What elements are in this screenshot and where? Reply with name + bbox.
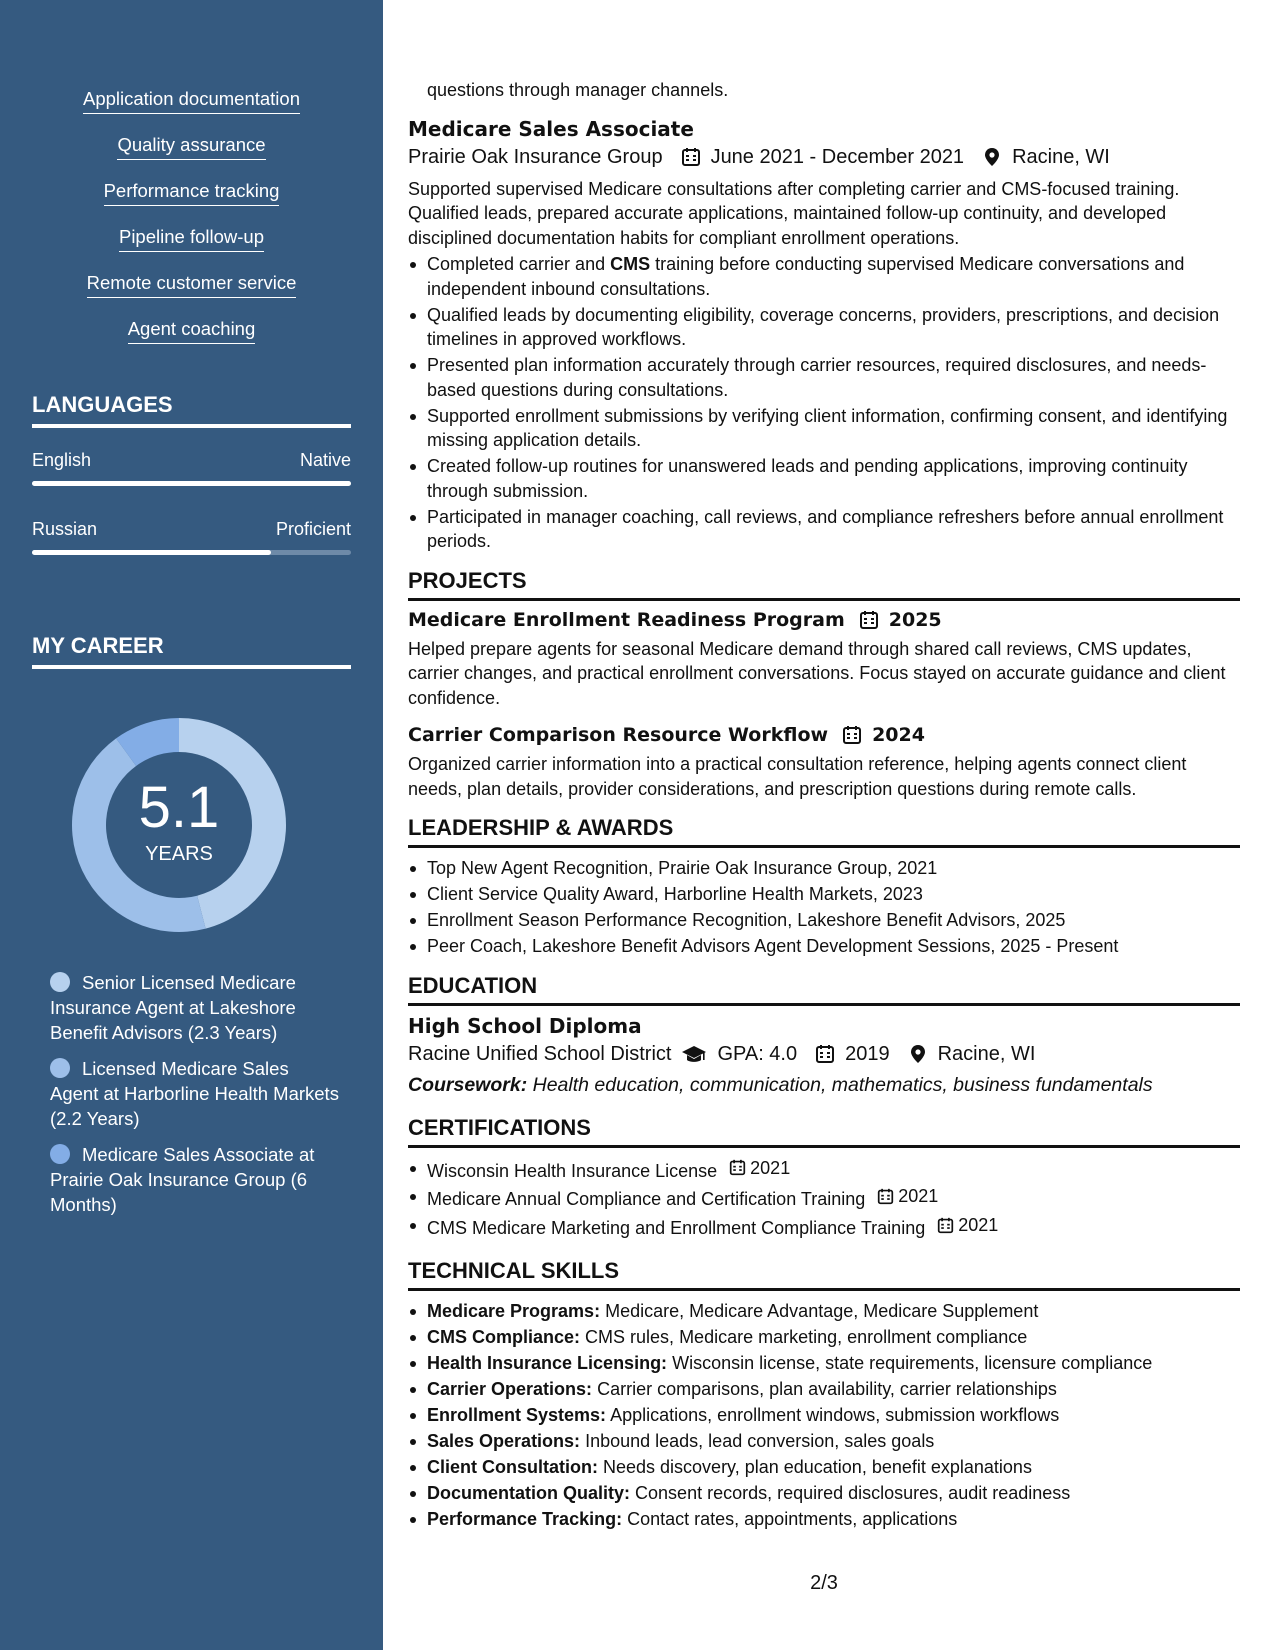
main-content [408, 0, 1240, 1650]
awards-heading: LEADERSHIP & AWARDS [408, 815, 1240, 848]
tech-skill-item: Carrier Operations: Carrier comparisons, plan availability, carrier relationships [408, 1377, 1240, 1402]
calendar-icon [859, 610, 879, 630]
skill-tag: Remote customer service [87, 271, 297, 298]
projects-heading: PROJECTS [408, 568, 1240, 601]
education-school: Racine Unified School District [408, 1042, 672, 1065]
tech-skill-item: Health Insurance Licensing: Wisconsin license, state requirements, licensure compliance [408, 1351, 1240, 1376]
location-pin-icon [908, 1044, 928, 1064]
job-company: Prairie Oak Insurance Group [408, 145, 663, 168]
sidebar [0, 0, 383, 1650]
calendar-icon [842, 725, 862, 745]
tech-skill-item: Documentation Quality: Consent records, required disclosures, audit readiness [408, 1481, 1240, 1506]
calendar-icon [937, 1217, 954, 1234]
career-item-text: Licensed Medicare Sales Agent at Harborline Health Markets (2.2 Years) [50, 1058, 339, 1129]
technical-skills-list [408, 1299, 1240, 1532]
project-title: Carrier Comparison Resource Workflow [408, 724, 829, 746]
project-desc: Helped prepare agents for seasonal Medicare demand through shared call reviews, CMS updates, carrier changes, and practical enrollment conversations. Focus stayed on accurate guidance and client confidence. [408, 638, 1226, 708]
tech-skill-item: Performance Tracking: Contact rates, appointments, applications [408, 1507, 1240, 1532]
job-bullet: Supported enrollment submissions by verifying client information, confirming consent, and identifying missing application details. [408, 404, 1240, 453]
education-location: Racine, WI [937, 1042, 1036, 1065]
career-unit: YEARS [145, 843, 213, 865]
career-donut [64, 710, 294, 940]
job-summary: Supported supervised Medicare consultations after completing carrier and CMS-focused training. Qualified leads, prepared accurate applications, maintained follow-up continuity, and developed disciplined documentation habits for compliant enrollment operations. [408, 178, 1180, 248]
career-total: 5.1 [138, 775, 220, 840]
language-row [32, 519, 351, 540]
award-item: Top New Agent Recognition, Prairie Oak Insurance Group, 2021 [408, 856, 1240, 881]
tech-skill-item: Medicare Programs: Medicare, Medicare Advantage, Medicare Supplement [408, 1299, 1240, 1324]
education-year: 2019 [845, 1042, 890, 1065]
career-item [50, 970, 340, 1045]
cert-item: Wisconsin Health Insurance License 2021 [408, 1156, 1240, 1183]
language-bar [32, 481, 351, 486]
continuation-text: questions through manager channels. [427, 80, 729, 100]
job-title: Medicare Sales Associate [408, 116, 694, 141]
language-level: Proficient [275, 519, 351, 539]
job-bullets [408, 252, 1240, 554]
project-title-row [408, 724, 1240, 746]
page-number: 2/3 [810, 1572, 838, 1594]
cert-item: Medicare Annual Compliance and Certification Training 2021 [408, 1184, 1240, 1211]
tech-skill-item: Sales Operations: Inbound leads, lead conversion, sales goals [408, 1429, 1240, 1454]
skill-tag: Pipeline follow-up [119, 225, 264, 252]
languages-heading: LANGUAGES [32, 392, 351, 428]
career-item [50, 1056, 340, 1131]
skill-tag: Quality assurance [117, 133, 265, 160]
skill-tags [0, 87, 383, 363]
coursework-text: Health education, communication, mathematics, business fundamentals [532, 1073, 1153, 1096]
award-item: Client Service Quality Award, Harborline Health Markets, 2023 [408, 882, 1240, 907]
education-heading: EDUCATION [408, 973, 1240, 1006]
skill-tag: Application documentation [83, 87, 300, 114]
certifications-list [408, 1156, 1240, 1241]
calendar-icon [815, 1044, 835, 1064]
project-desc: Organized carrier information into a practical consultation reference, helping agents connect client needs, plan details, provider considerations, and prescription questions during remote calls. [408, 754, 1187, 799]
career-item-text: Medicare Sales Associate at Prairie Oak Insurance Group (6 Months) [50, 1144, 315, 1215]
career-dot [50, 1144, 70, 1164]
tech-skill-item: Client Consultation: Needs discovery, plan education, benefit explanations [408, 1455, 1240, 1480]
tech-skill-item: Enrollment Systems: Applications, enrollment windows, submission workflows [408, 1403, 1240, 1428]
job-bullet: Created follow-up routines for unanswered leads and pending applications, improving continuity through submission. [408, 454, 1240, 503]
job-bullet: Presented plan information accurately through carrier resources, required disclosures, and needs-based questions during consultations. [408, 353, 1240, 402]
language-name: English [32, 450, 92, 470]
career-dot [50, 1058, 70, 1078]
job-dates: June 2021 - December 2021 [710, 145, 965, 168]
language-bar [32, 550, 351, 555]
career-dot [50, 972, 70, 992]
award-item: Peer Coach, Lakeshore Benefit Advisors Agent Development Sessions, 2025 - Present [408, 934, 1240, 959]
job-bullet: Participated in manager coaching, call reviews, and compliance refreshers before annual enrollment periods. [408, 505, 1240, 554]
skill-tag: Performance tracking [104, 179, 280, 206]
project-year: 2024 [872, 724, 925, 746]
location-pin-icon [982, 147, 1002, 167]
job-bullet: Qualified leads by documenting eligibility, coverage concerns, providers, prescriptions, and decision timelines in approved workflows. [408, 303, 1240, 352]
education-coursework [408, 1074, 1240, 1097]
calendar-icon [729, 1159, 746, 1176]
awards-list [408, 856, 1240, 959]
language-bar-fill [32, 550, 271, 555]
job-bullet: Completed carrier and CMS training before conducting supervised Medicare conversations and independent inbound consultations. [408, 252, 1240, 301]
language-level: Native [299, 450, 351, 470]
language-row [32, 450, 351, 471]
project-year: 2025 [888, 608, 942, 631]
career-item [50, 1142, 340, 1217]
career-item-text: Senior Licensed Medicare Insurance Agent at Lakeshore Benefit Advisors (2.3 Years) [50, 972, 296, 1043]
technical-skills-heading: TECHNICAL SKILLS [408, 1258, 1240, 1291]
language-name: Russian [32, 519, 98, 539]
coursework-label: Coursework: [408, 1073, 528, 1096]
calendar-icon [877, 1188, 894, 1205]
graduation-cap-icon [681, 1044, 707, 1064]
project-title: Medicare Enrollment Readiness Program [408, 608, 845, 631]
education-gpa: GPA: 4.0 [717, 1042, 798, 1065]
skill-tag: Agent coaching [128, 317, 256, 344]
project-title-row [408, 609, 1240, 631]
career-list [50, 970, 340, 1228]
cert-item: CMS Medicare Marketing and Enrollment Compliance Training 2021 [408, 1213, 1240, 1240]
language-bar-fill [32, 481, 351, 486]
job-meta [408, 146, 1240, 169]
education-meta [408, 1043, 1240, 1066]
award-item: Enrollment Season Performance Recognition, Lakeshore Benefit Advisors, 2025 [408, 908, 1240, 933]
calendar-icon [681, 147, 701, 167]
career-heading: MY CAREER [32, 633, 351, 669]
tech-skill-item: CMS Compliance: CMS rules, Medicare marketing, enrollment compliance [408, 1325, 1240, 1350]
job-location: Racine, WI [1012, 145, 1110, 168]
certifications-heading: CERTIFICATIONS [408, 1115, 1240, 1148]
education-degree: High School Diploma [408, 1013, 642, 1038]
